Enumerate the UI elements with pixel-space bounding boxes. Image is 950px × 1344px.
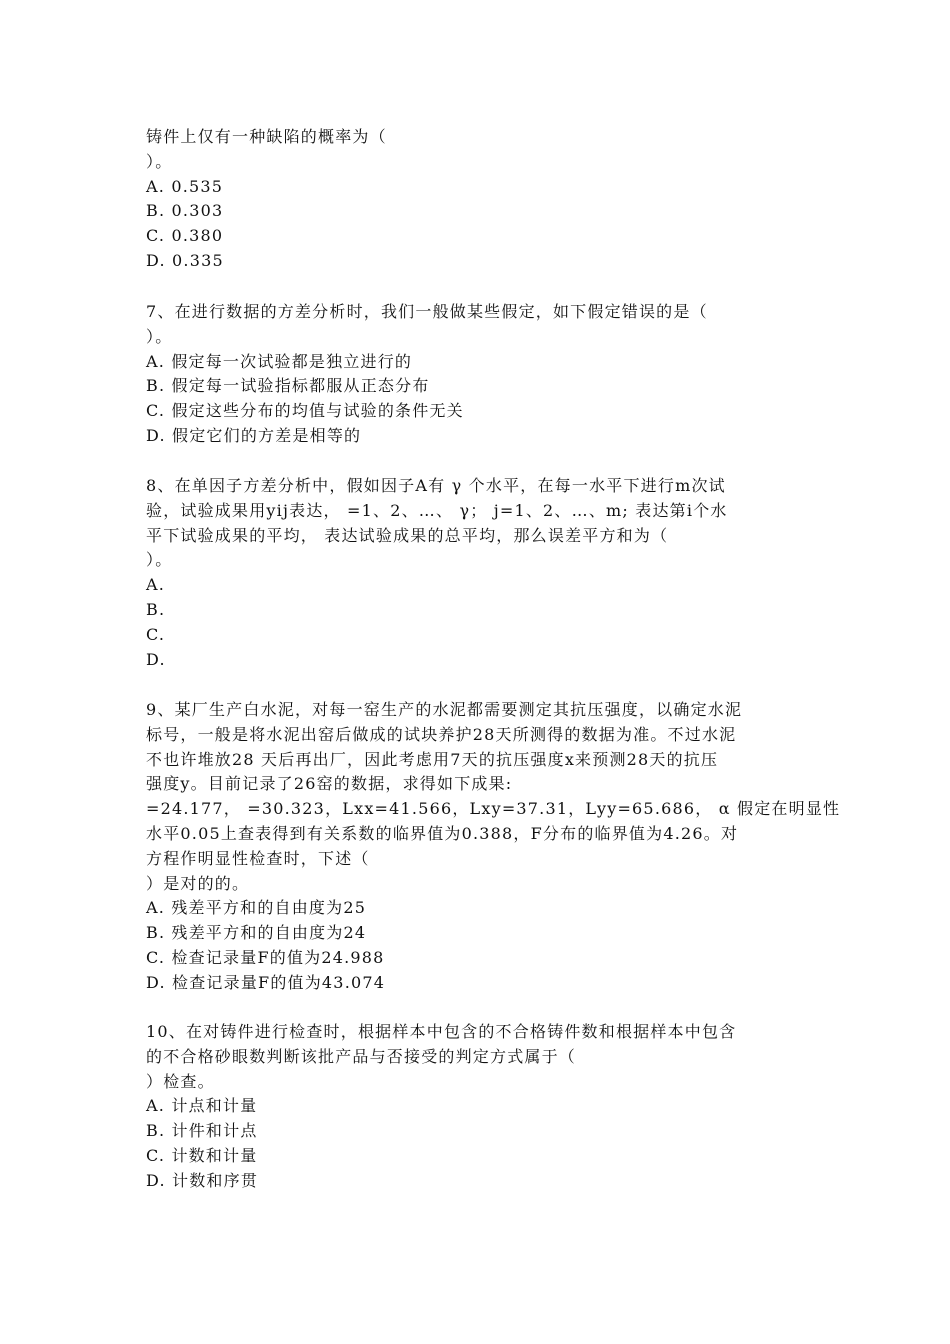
question-stem-line: ）是对的的。 [146,873,250,893]
question-stem-line: ）。 [146,326,173,346]
question-stem-line: 的不合格砂眼数判断该批产品与否接受的判定方式属于（ [146,1046,577,1066]
question-block-7 [146,300,811,449]
option-c: C. 0.380 [146,226,224,246]
option-c: C. 检查记录量F的值为24.988 [146,947,385,967]
question-block-9 [146,698,841,996]
option-d: D. 计数和序贯 [146,1170,259,1190]
option-a: A. [146,575,166,595]
question-stem-line: 8、在单因子方差分析中，假如因子A有 γ 个水平，在每一水平下进行m次试 [146,476,726,495]
question-stem-line: ）。 [146,550,173,570]
question-stem-line: 不也许堆放28 天后再出厂，因此考虑用7天的抗压强度x来预测28天的抗压 [146,749,719,769]
option-b: B. [146,599,166,619]
question-stem-line: ）检查。 [146,1071,215,1091]
question-stem-line: 水平0.05上查表得到有关系数的临界值为0.388，F分布的临界值为4.26。对 [146,823,739,843]
option-d: D. 0.335 [146,250,224,270]
option-a: A. 计点和计量 [146,1096,258,1116]
option-b: B. 计件和计点 [146,1121,258,1141]
option-d: D. 假定它们的方差是相等的 [146,425,362,445]
question-stem-line: =24.177， =30.323，Lxx=41.566，Lxy=37.31，Lyy=65.686， α 假定在明显性 [146,799,841,819]
option-b: B. 残差平方和的自由度为24 [146,923,367,943]
option-d: D. 检查记录量F的值为43.074 [146,972,386,992]
question-stem-line: 平下试验成果的平均， 表达试验成果的总平均，那么误差平方和为（ [146,525,669,545]
option-b: B. 0.303 [146,201,224,221]
question-stem-line: 标号，一般是将水泥出窑后做成的试块养护28天所测得的数据为准。不过水泥 [146,724,737,744]
option-a: A. 0.535 [146,176,224,196]
option-b: B. 假定每一试验指标都服从正态分布 [146,376,430,396]
option-c: C. [146,624,166,644]
question-stem-line: ）。 [146,151,173,171]
question-block-8 [146,474,811,672]
question-stem-line: 验，试验成果用yij表达， =1、2、…、 γ； j=1、2、…、m; 表达第i个水 [146,500,728,520]
question-stem-line: 方程作明显性检查时，下述（ [146,848,370,868]
option-c: C. 假定这些分布的均值与试验的条件无关 [146,401,464,421]
option-a: A. 残差平方和的自由度为25 [146,898,367,918]
question-stem-line: 强度y。目前记录了26窑的数据，求得如下成果: [146,774,513,794]
question-stem-line: 铸件上仅有一种缺陷的概率为（ [146,127,387,146]
question-stem-line: 7、在进行数据的方差分析时，我们一般做某些假定，如下假定错误的是（ [146,302,708,321]
option-a: A. 假定每一次试验都是独立进行的 [146,351,413,371]
question-block-6-continued [146,125,811,274]
option-d: D. [146,649,166,669]
option-c: C. 计数和计量 [146,1145,258,1165]
question-stem-line: 9、某厂生产白水泥，对每一窑生产的水泥都需要测定其抗压强度，以确定水泥 [146,700,743,719]
question-block-10 [146,1020,811,1194]
question-stem-line: 10、在对铸件进行检查时，根据样本中包含的不合格铸件数和根据样本中包含 [146,1022,737,1041]
